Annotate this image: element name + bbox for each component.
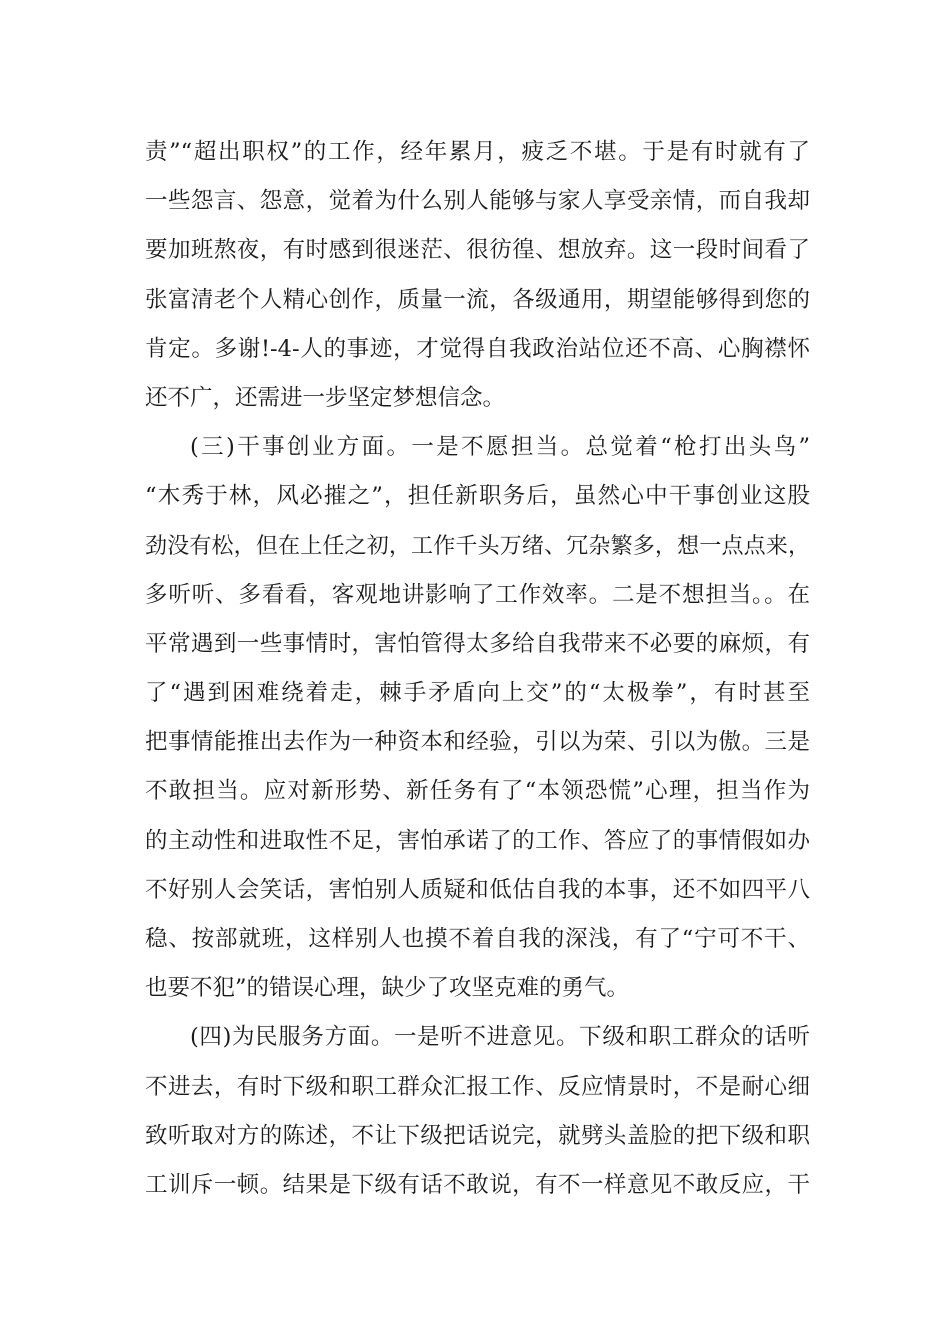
text-line: 的主动性和进取性不足，害怕承诺了的工作、答应了的事情假如办 — [145, 827, 810, 854]
text-line: 肯定。多谢!-4-人的事迹，才觉得自我政治站位还不高、心胸襟怀 — [145, 335, 810, 362]
text-line: “木秀于林，风必摧之”，担任新职务后，虽然心中干事创业这股 — [145, 483, 810, 510]
text-line: 也要不犯”的错误心理，缺少了攻坚克难的勇气。 — [145, 975, 630, 1002]
text-line: 把事情能推出去作为一种资本和经验，引以为荣、引以为傲。三是 — [145, 729, 810, 756]
text-line: 致听取对方的陈述，不让下级把话说完，就劈头盖脸的把下级和职 — [145, 1122, 810, 1149]
text-line: 了“遇到困难绕着走，棘手矛盾向上交”的“太极拳”，有时甚至 — [145, 680, 810, 707]
text-line: 多听听、多看看，客观地讲影响了工作效率。二是不想担当。。在 — [145, 581, 810, 608]
text-line: 劲没有松，但在上任之初，工作千头万绪、冗杂繁多，想一点点来， — [145, 533, 810, 559]
paragraph-start-line: (四)为民服务方面。一是听不进意见。下级和职工群众的话听 — [190, 1024, 810, 1051]
text-line: 张富清老个人精心创作，质量一流，各级通用，期望能够得到您的 — [145, 286, 810, 313]
text-line: 不敢担当。应对新形势、新任务有了“本领恐慌”心理，担当作为 — [145, 778, 810, 805]
document-body — [145, 128, 810, 1210]
text-line: 平常遇到一些事情时，害怕管得太多给自我带来不必要的麻烦，有 — [145, 630, 810, 657]
text-line: 工训斥一顿。结果是下级有话不敢说，有不一样意见不敢反应，干 — [145, 1171, 810, 1198]
text-line: 一些怨言、怨意，觉着为什么别人能够与家人享受亲情，而自我却 — [145, 188, 810, 215]
text-line: 稳、按部就班，这样别人也摸不着自我的深浅，有了“宁可不干、 — [145, 926, 810, 952]
text-line: 不进去，有时下级和职工群众汇报工作、反应情景时，不是耐心细 — [145, 1073, 810, 1100]
text-line: 不好别人会笑话，害怕别人质疑和低估自我的本事，还不如四平八 — [145, 876, 810, 903]
text-line: 责”“超出职权”的工作，经年累月，疲乏不堪。于是有时就有了 — [145, 139, 810, 165]
text-line: 要加班熬夜，有时感到很迷茫、很彷徨、想放弃。这一段时间看了 — [145, 237, 810, 264]
text-line: 还不广，还需进一步坚定梦想信念。 — [145, 384, 506, 411]
paragraph-start-line: (三)干事创业方面。一是不愿担当。总觉着“枪打出头鸟” — [190, 434, 810, 461]
